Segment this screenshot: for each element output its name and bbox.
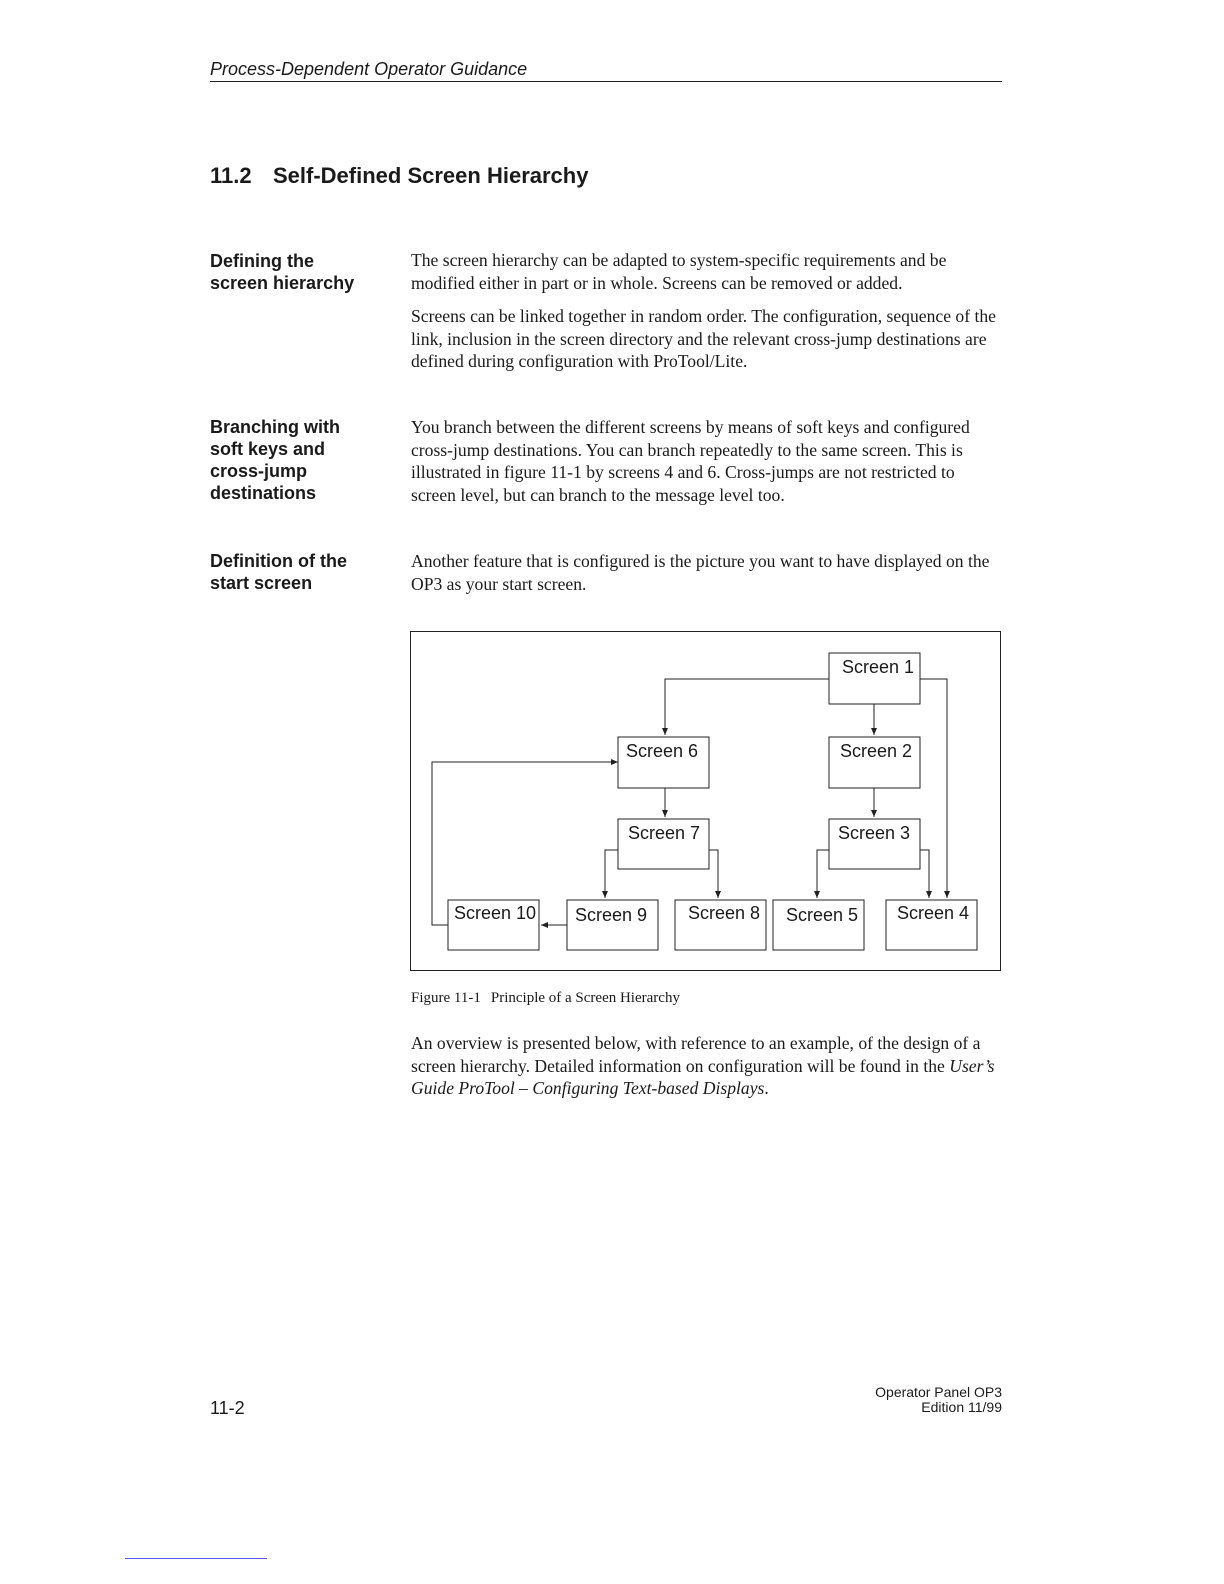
connector-1-to-4	[920, 679, 947, 898]
figure-caption	[411, 990, 680, 1007]
paragraph	[411, 1032, 1003, 1100]
closing-text: An overview is presented below, with reference to an example, of the design of a screen hierarchy. Detailed information on configuration will be found in the	[411, 1033, 981, 1076]
section-title-text: Self-Defined Screen Hierarchy	[273, 163, 589, 188]
screen-9-box	[567, 900, 658, 950]
paragraph: Screens can be linked together in random order. The configuration, sequence of the link, inclusion in the screen directory and the relevant cross-jump destinations are defined during configuration with ProTool/Lite.	[411, 306, 996, 371]
closing-text-end: .	[764, 1078, 769, 1098]
screen-4-label: Screen 4	[896, 903, 970, 923]
figure-caption-text: Principle of a Screen Hierarchy	[490, 990, 680, 1006]
screen-2-box	[829, 737, 920, 788]
connector-3-to-4	[920, 850, 929, 898]
screen-7-box	[618, 819, 709, 869]
connector-7-to-8	[709, 850, 718, 898]
paragraph: You branch between the different screens by means of soft keys and configured cross-jump destinations. You can branch repeatedly to the same screen. This is illustrated in figure 11-1 by screens 4 and 6. Cross-jumps are not restricted to screen level, but can branch to the message level too.	[411, 417, 970, 505]
screen-8-box	[675, 900, 766, 950]
screen-8-label: Screen 8	[687, 903, 761, 923]
screen-5-box	[773, 900, 864, 950]
screen-6-box	[618, 737, 709, 788]
screen-1-label: Screen 1	[841, 657, 915, 677]
figure-frame	[410, 631, 1001, 971]
paragraph-group-defining	[411, 249, 1003, 373]
side-heading-line: screen hierarchy	[210, 273, 355, 293]
screen-2-label: Screen 2	[839, 741, 913, 761]
side-heading-defining	[210, 250, 390, 294]
screen-7-label: Screen 7	[627, 823, 701, 843]
side-heading-start-screen	[210, 550, 390, 594]
figure-number: Figure 11-1	[411, 990, 481, 1006]
side-heading-line: start screen	[210, 573, 313, 593]
screen-4-box	[886, 900, 977, 950]
side-heading-line: Definition of the	[210, 551, 347, 571]
side-heading-line: cross-jump	[210, 461, 308, 481]
footer-edition: Edition 11/99	[921, 1399, 1002, 1415]
footer-product: Operator Panel OP3	[875, 1384, 1002, 1400]
connector-1-to-6	[665, 679, 829, 735]
connector-7-to-9	[605, 850, 618, 898]
paragraph-group-branching	[411, 416, 1003, 506]
closing-paragraph	[411, 1032, 1003, 1100]
screen-hierarchy-diagram	[411, 632, 1000, 970]
screen-10-box	[448, 900, 539, 950]
screen-3-label: Screen 3	[837, 823, 911, 843]
paragraph: Another feature that is configured is the picture you want to have displayed on the OP3 as your start screen.	[411, 551, 990, 594]
side-heading-line: Defining the	[210, 251, 314, 271]
section-title	[210, 163, 588, 189]
paragraph-group-start-screen	[411, 550, 1003, 595]
side-heading-line: Branching with	[210, 417, 340, 437]
screen-6-label: Screen 6	[625, 741, 699, 761]
guide-reference: User’s Guide ProTool – Configuring Text-based Displays	[411, 1055, 995, 1098]
section-number: 11.2	[210, 163, 252, 188]
footnote-divider	[125, 1558, 267, 1559]
screen-10-label: Screen 10	[453, 903, 537, 923]
side-heading-line: destinations	[210, 483, 317, 503]
side-heading-branching	[210, 416, 390, 504]
side-heading-line: soft keys and	[210, 439, 326, 459]
screen-1-box	[829, 653, 920, 704]
screen-9-label: Screen 9	[574, 905, 648, 925]
paragraph: The screen hierarchy can be adapted to system-specific requirements and be modified either in part or in whole. Screens can be removed or added.	[411, 250, 947, 293]
connector-3-to-5	[817, 850, 829, 898]
footer-product-info	[802, 1385, 1002, 1415]
page-number: 11-2	[210, 1398, 245, 1418]
screen-3-box	[829, 819, 920, 869]
connectors	[432, 679, 947, 925]
screen-5-label: Screen 5	[785, 905, 859, 925]
running-header: Process-Dependent Operator Guidance	[210, 58, 1002, 82]
screen-boxes	[448, 653, 977, 950]
